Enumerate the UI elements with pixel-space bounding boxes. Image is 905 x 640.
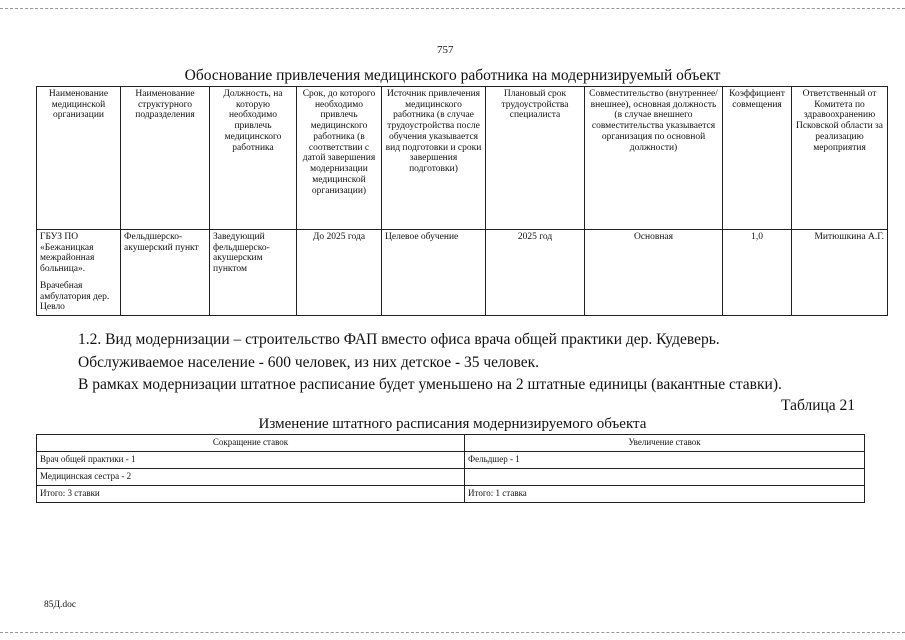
reduction-cell: Итого: 3 ставки xyxy=(37,486,465,503)
org-name: ГБУЗ ПО «Бежаницкая межрайонная больница». xyxy=(40,232,95,275)
org-subdivision: Врачебная амбулатория дер. Цевло xyxy=(40,280,110,313)
paragraph-population: Обслуживаемое население - 600 человек, из них детское - 35 человек. xyxy=(78,354,540,371)
combination-cell: Основная xyxy=(585,230,723,316)
table-header-row xyxy=(37,87,888,230)
org-cell xyxy=(37,230,121,316)
document-title: Обоснование привлечения медицинского работника на модернизируемый объект xyxy=(184,67,721,84)
paragraph-modernization-type: 1.2. Вид модернизации – строительство ФАП вместо офиса врача общей практики дер. Кудеверь. xyxy=(78,331,720,348)
header-cell: Сокращение ставок xyxy=(37,435,465,452)
table-header-row xyxy=(37,435,865,452)
table-row xyxy=(37,469,865,486)
header-cell: Коэффициент совмещения xyxy=(723,87,792,230)
responsible-cell: Митюшкина А.Г. xyxy=(792,230,888,316)
page-number: 757 xyxy=(437,44,454,56)
position-cell: Заведующий фельдшерско-акушерским пунктом xyxy=(210,230,297,316)
increase-cell: Итого: 1 ставка xyxy=(465,486,865,503)
header-cell: Плановый срок трудоустройства специалиста xyxy=(486,87,585,230)
table-row xyxy=(37,486,865,503)
header-cell: Увеличение ставок xyxy=(465,435,865,452)
table-row xyxy=(37,230,888,316)
staffing-justification-table xyxy=(36,86,888,316)
unit-cell: Фельдшерско-акушерский пункт xyxy=(121,230,210,316)
scan-edge-top xyxy=(0,8,905,10)
increase-cell xyxy=(465,469,865,486)
reduction-cell: Врач общей практики - 1 xyxy=(37,452,465,469)
coefficient-cell: 1,0 xyxy=(723,230,792,316)
scan-edge-bottom xyxy=(0,632,905,634)
header-cell: Совместительство (внутреннее/внешнее), основная должность (в случае внешнего совместительства указывается организация по основной должности) xyxy=(585,87,723,230)
header-cell: Срок, до которого необходимо привлечь медицинского работника (в соответствии с датой завершения модернизации медицинской организации) xyxy=(297,87,382,230)
planned-cell: 2025 год xyxy=(486,230,585,316)
header-cell: Должность, на которую необходимо привлечь медицинского работника xyxy=(210,87,297,230)
deadline-cell: До 2025 года xyxy=(297,230,382,316)
header-cell: Наименование структурного подразделения xyxy=(121,87,210,230)
reduction-cell: Медицинская сестра - 2 xyxy=(37,469,465,486)
staff-table-title: Изменение штатного расписания модернизируемого объекта xyxy=(258,416,647,432)
table-label: Таблица 21 xyxy=(781,397,856,414)
staff-change-table xyxy=(36,434,865,503)
header-cell: Наименование медицинской организации xyxy=(37,87,121,230)
increase-cell: Фельдшер - 1 xyxy=(465,452,865,469)
table-row xyxy=(37,452,865,469)
header-cell: Ответственный от Комитета по здравоохранению Псковской области за реализацию мероприятия xyxy=(792,87,888,230)
paragraph-staff-reduction: В рамках модернизации штатное расписание будет уменьшено на 2 штатные единицы (вакантные ставки). xyxy=(78,376,782,393)
file-name-footer: 85Д.doc xyxy=(44,600,77,610)
header-cell: Источник привлечения медицинского работника (в случае трудоустройства после обучения указывается вид подготовки и сроки завершения подготовки) xyxy=(382,87,486,230)
source-cell: Целевое обучение xyxy=(382,230,486,316)
